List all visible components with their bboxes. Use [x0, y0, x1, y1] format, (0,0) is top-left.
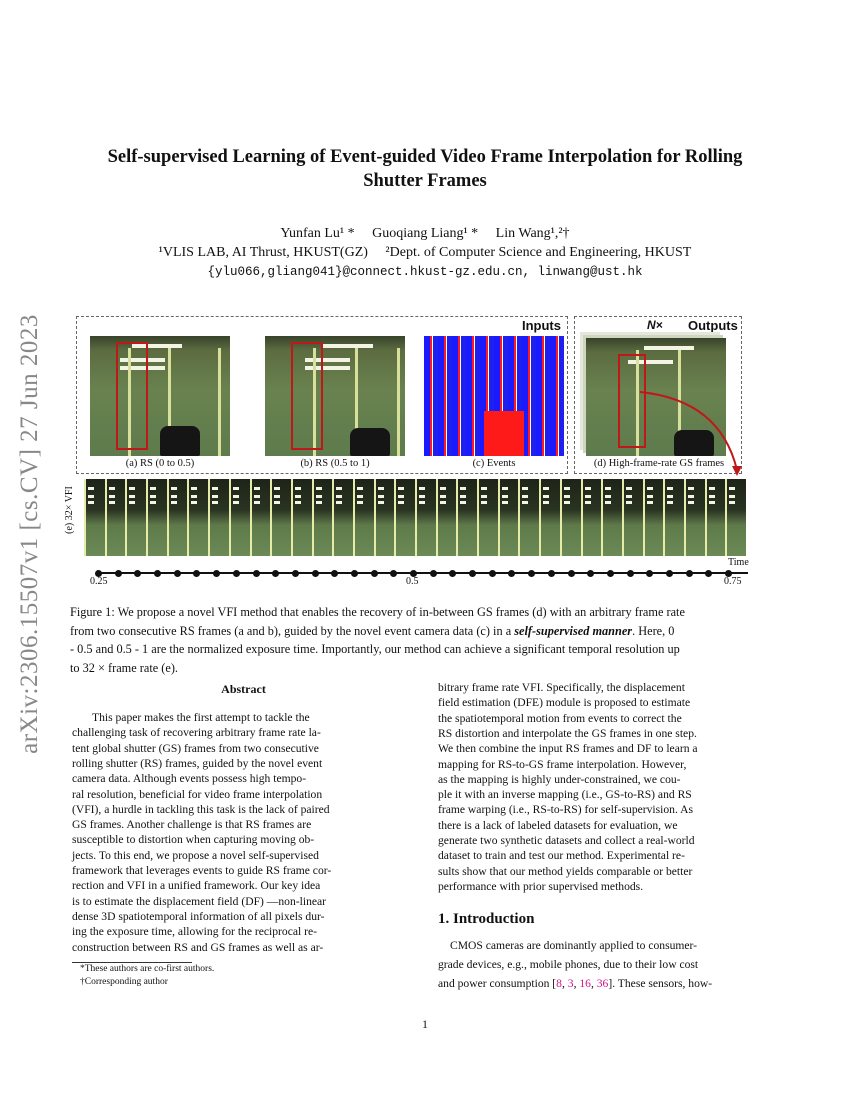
- time-label: Time: [728, 557, 749, 568]
- intro-line: [438, 977, 712, 990]
- timeline-tick-dot: [272, 570, 279, 577]
- timeline-tick-dot: [627, 570, 634, 577]
- citation-link[interactable]: 16: [579, 977, 591, 990]
- emails: {ylu066,gliang041}@connect.hkust-gz.edu.cn, linwang@ust.hk: [207, 265, 643, 279]
- abstract-line: the spatiotemporal motion from events to correct the: [438, 711, 682, 725]
- caption-emphasis: self-supervised manner: [514, 623, 633, 638]
- timeline-tick-dot: [666, 570, 673, 577]
- abstract-line: dataset to train and test our method. Experimental re-: [438, 849, 685, 863]
- caption-a: (a) RS (0 to 0.5): [125, 458, 195, 469]
- introduction-heading: 1. Introduction: [438, 911, 535, 927]
- sep: ,: [573, 977, 580, 990]
- timeline-tick-dot: [312, 570, 319, 577]
- vfi-frame: [105, 479, 127, 556]
- timeline-tick-dot: [508, 570, 515, 577]
- paper-title-line-1: Self-supervised Learning of Event-guided Video Frame Interpolation for Rolling: [107, 147, 743, 167]
- timeline-tick-dot: [469, 570, 476, 577]
- abstract-line: (VFI), a hurdle in tackling this task is the lack of paired: [72, 802, 330, 816]
- events-image: [424, 336, 564, 456]
- citation-link[interactable]: 3: [567, 977, 574, 990]
- abstract-line: performance with prior supervised methods.: [438, 879, 644, 893]
- vfi-frame: [270, 479, 292, 556]
- authors: Yunfan Lu¹ * Guoqiang Liang¹ * Lin Wang¹,²†: [280, 226, 570, 241]
- timeline-tick-dot: [351, 570, 358, 577]
- vfi-frame: [312, 479, 334, 556]
- timeline-tick-dot: [430, 570, 437, 577]
- caption-text: to 32 × frame rate (e).: [70, 660, 178, 675]
- intro-text: and power consumption [: [438, 977, 557, 990]
- vfi-frame: [353, 479, 375, 556]
- intro-text: ]. These sensors, how-: [608, 977, 713, 990]
- vfi-frame: [84, 479, 106, 556]
- vfi-frame: [332, 479, 354, 556]
- abstract-line: is to estimate the displacement field (DF) —non-linear: [72, 894, 327, 908]
- abstract-line: frame warping (i.e., RS-to-RS) for self-supervision. As: [438, 803, 694, 817]
- caption-text: . Here, 0: [632, 623, 675, 638]
- abstract-line: This paper makes the first attempt to tackle the: [92, 711, 310, 724]
- vfi-frame: [560, 479, 582, 556]
- timeline-tick-dot: [548, 570, 555, 577]
- abstract-line: ple it with an inverse mapping (i.e., GS-to-RS) and RS: [438, 788, 692, 802]
- tick-label-start: 0.25: [90, 576, 108, 587]
- vfi-frame: [436, 479, 458, 556]
- abstract-line: tent global shutter (GS) frames from two consecutive: [72, 741, 319, 755]
- timeline-tick-dot: [646, 570, 653, 577]
- vfi-frame: [187, 479, 209, 556]
- intro-line: grade devices, e.g., mobile phones, due to their low cost: [438, 958, 699, 971]
- abstract-line: mapping for RS-to-GS frame interpolation. However,: [438, 757, 687, 771]
- citation-link[interactable]: 8: [556, 977, 562, 990]
- vfi-frame: [518, 479, 540, 556]
- footnote-co-first: *These authors are co-first authors.: [80, 964, 215, 974]
- timeline-tick-dot: [686, 570, 693, 577]
- vfi-frame: [663, 479, 685, 556]
- abstract-line: challenging task of recovering arbitrary frame rate la-: [72, 726, 321, 740]
- footnote-rule: [72, 962, 192, 963]
- abstract-line: construction between RS and GS frames as well as ar-: [72, 940, 324, 954]
- vfi-frame: [394, 479, 416, 556]
- timeline-tick-dot: [528, 570, 535, 577]
- strip-label: (e) 32× VFI: [64, 486, 75, 534]
- timeline-tick-dot: [233, 570, 240, 577]
- abstract-line: as the mapping is highly under-constrained, we cou-: [438, 772, 681, 786]
- timeline-tick-dot: [193, 570, 200, 577]
- vfi-frame: [456, 479, 478, 556]
- abstract-line: dense 3D spatiotemporal information of all pixels dur-: [72, 909, 325, 923]
- timeline-tick-dot: [705, 570, 712, 577]
- timeline-tick-dot: [489, 570, 496, 577]
- caption-text: - 0.5 and 0.5 - 1 are the normalized exposure time. Importantly, our method can achieve a significant temporal resolution up: [70, 642, 680, 656]
- abstract-line: ing the exposure time, allowing for the reciprocal re-: [72, 925, 317, 939]
- affiliations: ¹VLIS LAB, AI Thrust, HKUST(GZ) ²Dept. of Computer Science and Engineering, HKUST: [158, 245, 692, 260]
- abstract-line: GS frames. Another challenge is that RS frames are: [72, 818, 312, 832]
- rs-frame-a-image: [90, 336, 230, 456]
- figure-caption: [70, 603, 782, 677]
- vfi-frame: [167, 479, 189, 556]
- tick-label-mid: 0.5: [406, 576, 419, 587]
- vfi-frame: [146, 479, 168, 556]
- abstract-line: generate two synthetic datasets and collect a real-world: [438, 834, 695, 847]
- vfi-frame: [477, 479, 499, 556]
- timeline-tick-dot: [115, 570, 122, 577]
- vfi-frame: [643, 479, 665, 556]
- rs-frame-b-image: [265, 336, 405, 456]
- vfi-frame: [229, 479, 251, 556]
- timeline-tick-dot: [292, 570, 299, 577]
- tick-label-end: 0.75: [724, 576, 742, 587]
- abstract-line: rolling shutter (RS) frames, guided by the novel event: [72, 756, 323, 770]
- vfi-frame: [250, 479, 272, 556]
- footnote-corresponding: †Corresponding author: [80, 977, 168, 987]
- timeline-tick-dot: [390, 570, 397, 577]
- vfi-frame: [498, 479, 520, 556]
- vfi-frame: [415, 479, 437, 556]
- n-times-label: N×: [647, 318, 663, 332]
- timeline-tick-dot: [449, 570, 456, 577]
- inputs-label: Inputs: [522, 318, 561, 333]
- abstract-line: susceptible to distortion when capturing moving ob-: [72, 833, 315, 847]
- abstract-line: RS distortion and interpolate the GS frames in one step.: [438, 726, 697, 740]
- timeline-tick-dot: [607, 570, 614, 577]
- timeline-tick-dot: [587, 570, 594, 577]
- vfi-frame: [539, 479, 561, 556]
- abstract-line: rection and VFI in a unified framework. Our key idea: [72, 879, 321, 893]
- abstract-heading: Abstract: [221, 682, 266, 696]
- vfi-frame: [581, 479, 603, 556]
- caption-text: from two consecutive RS frames (a and b), guided by the novel event camera data (c) in a: [70, 623, 515, 638]
- caption-c: (c) Events: [472, 458, 516, 469]
- caption-b: (b) RS (0.5 to 1): [300, 458, 370, 469]
- vfi-strip-image: [84, 479, 746, 556]
- abstract-line: bitrary frame rate VFI. Specifically, the displacement: [438, 681, 685, 694]
- timeline-tick-dot: [568, 570, 575, 577]
- abstract-line: framework that leverages events to guide RS frame cor-: [72, 864, 332, 877]
- abstract-line: jects. To this end, we propose a novel self-supervised: [72, 848, 319, 862]
- arxiv-identifier: arXiv:2306.15507v1 [cs.CV] 27 Jun 2023: [16, 314, 43, 754]
- timeline-tick-dot: [371, 570, 378, 577]
- paper-title-line-2: Shutter Frames: [363, 171, 487, 191]
- timeline-tick-dot: [331, 570, 338, 577]
- timeline-axis: [98, 572, 748, 574]
- timeline-tick-dot: [253, 570, 260, 577]
- timeline-tick-dot: [154, 570, 161, 577]
- vfi-frame: [601, 479, 623, 556]
- vfi-frame: [208, 479, 230, 556]
- page-number: 1: [422, 1017, 428, 1031]
- vfi-frame: [684, 479, 706, 556]
- timeline-tick-dot: [134, 570, 141, 577]
- timeline-tick-dot: [213, 570, 220, 577]
- outputs-label: Outputs: [688, 318, 738, 333]
- citation-link[interactable]: 36: [596, 977, 609, 990]
- abstract-line: ral resolution, beneficial for video frame interpolation: [72, 787, 323, 801]
- vfi-frame: [705, 479, 727, 556]
- abstract-line: there is a lack of labeled datasets for evaluation, we: [438, 818, 678, 832]
- abstract-line: field estimation (DFE) module is proposed to estimate: [438, 696, 691, 710]
- abstract-line: sults show that our method yields comparable or better: [438, 864, 693, 878]
- caption-text: Figure 1: We propose a novel VFI method that enables the recovery of in-between GS frames (d) with an arbitrary frame rate: [70, 605, 685, 619]
- sep: ,: [590, 977, 597, 990]
- vfi-frame: [291, 479, 313, 556]
- vfi-frame: [374, 479, 396, 556]
- timeline-tick-dot: [174, 570, 181, 577]
- sep: ,: [561, 977, 568, 990]
- intro-line: CMOS cameras are dominantly applied to consumer-: [450, 939, 698, 952]
- vfi-frame: [725, 479, 746, 556]
- abstract-line: We then combine the input RS frames and DF to learn a: [438, 742, 698, 756]
- vfi-frame: [622, 479, 644, 556]
- caption-d: (d) High-frame-rate GS frames: [593, 458, 725, 469]
- vfi-frame: [125, 479, 147, 556]
- abstract-line: camera data. Although events possess high tempo-: [72, 772, 307, 786]
